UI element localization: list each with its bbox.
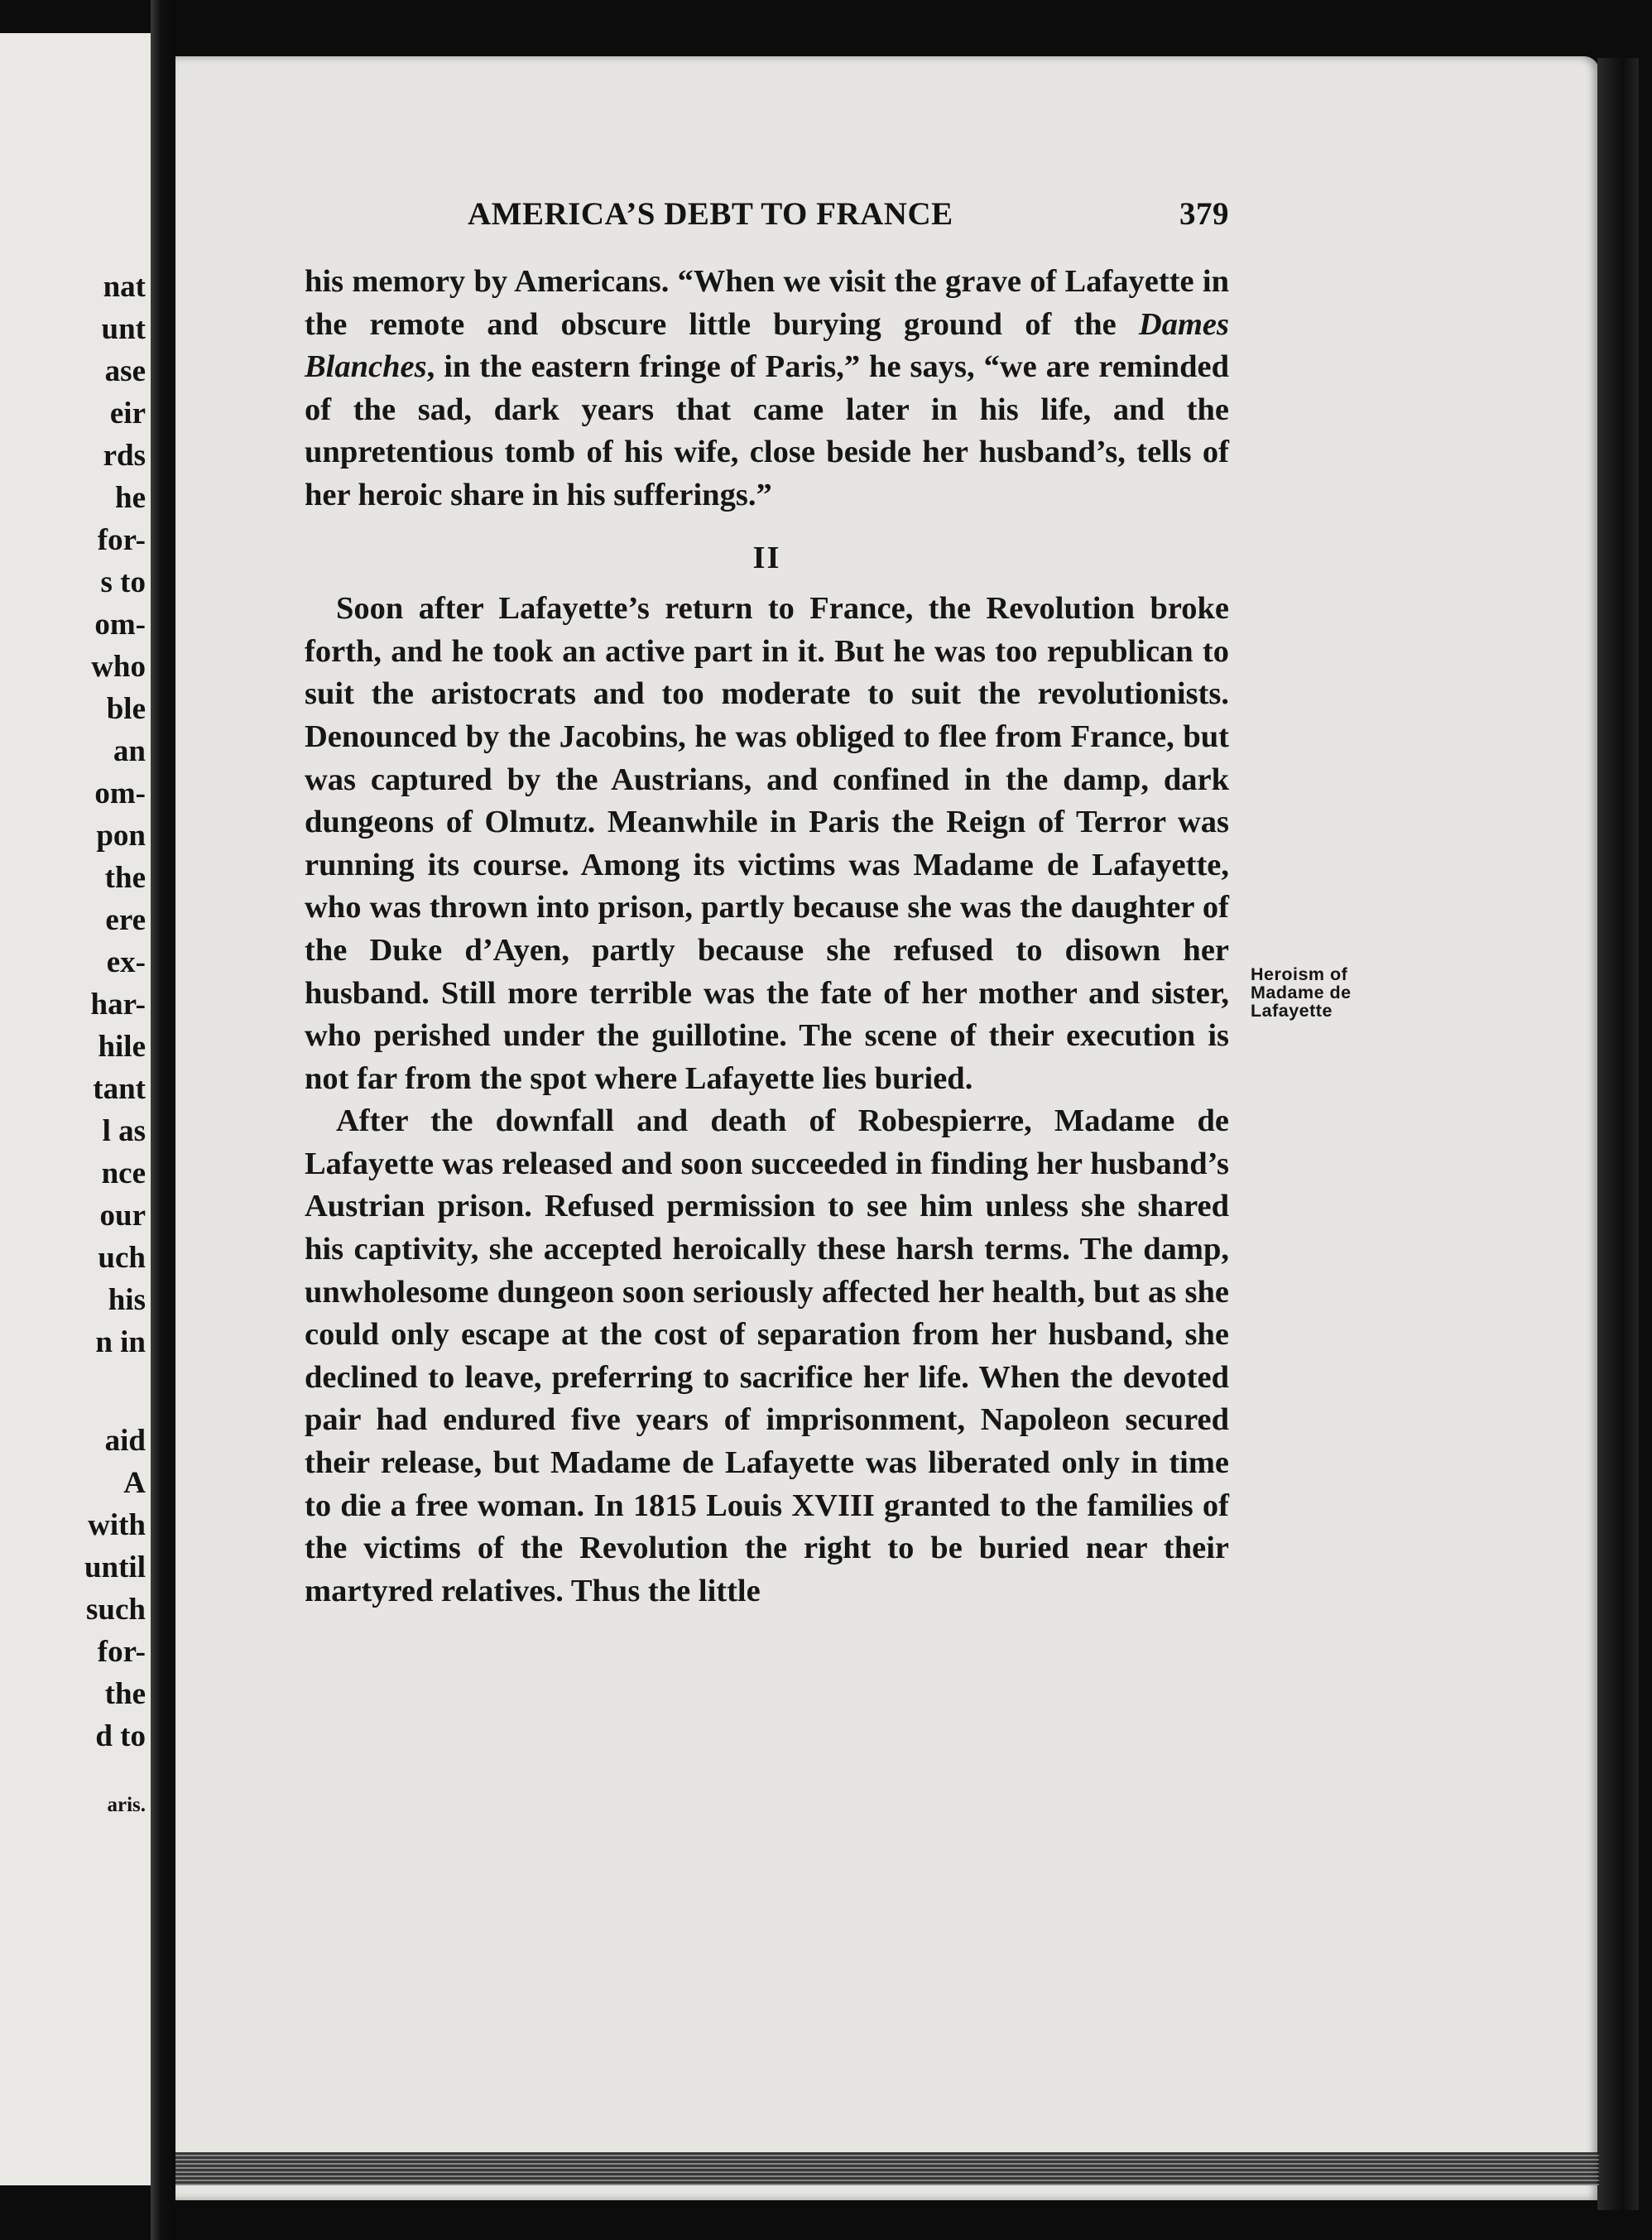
left-fragment: om- [94,776,146,810]
left-fragment: until [84,1550,146,1584]
left-fragment: rds [103,439,146,473]
margin-note-line: Heroism of [1251,964,1348,984]
left-fragment: with [88,1508,146,1542]
margin-note-line: Madame de [1251,983,1352,1002]
left-fragment: unt [101,312,146,346]
left-fragment: ase [104,354,146,388]
left-fragment: uch [98,1241,146,1275]
left-fragment: nce [101,1156,146,1190]
left-fragment: for- [97,1635,146,1669]
left-fragment: har- [90,988,146,1021]
left-fragment: aid [104,1424,146,1458]
italic-term: Dames Blanches [305,306,1229,385]
left-fragment: om- [94,608,146,642]
left-fragment: the [104,861,146,895]
left-fragment: d to [95,1719,146,1753]
left-fragment: tant [93,1072,146,1106]
left-fragment: n in [95,1325,146,1359]
left-fragment: eir [109,397,146,430]
page-stack-edge [175,2152,1599,2185]
left-fragment: A [123,1466,146,1500]
left-fragment: the [104,1677,146,1711]
margin-note [1251,965,1383,1020]
page-number: 379 [1179,196,1229,232]
left-fragment: aris. [107,1794,146,1816]
left-fragment: our [99,1199,146,1233]
paragraph-text: , in the eastern fringe of Paris,” he says, “we are reminded of the sad, dark years that came later in his life, and the unpretentious tomb of his wife, close beside her husband’s, tells of her heroic share in his sufferings.” [305,349,1229,512]
left-fragment: who [91,650,146,684]
left-fragment: s to [100,565,146,599]
paragraph-text: his memory by Americans. “When we visit the grave of Lafayette in the remote and obscure little burying ground of the [305,264,1229,342]
left-fragment: he [115,481,146,515]
paragraph [305,261,1229,517]
margin-note-line: Lafayette [1251,1001,1333,1021]
left-fragment: for- [97,523,146,557]
left-fragment: ere [105,903,146,937]
left-fragment: hile [98,1030,146,1064]
book-gutter [151,0,175,2240]
page-edge [1597,58,1639,2210]
left-fragment: ble [106,692,146,726]
left-fragment: nat [103,270,146,304]
section-heading: II [752,540,781,575]
left-fragment: such [86,1593,146,1627]
previous-page-fragment [0,33,151,2185]
left-fragment: pon [96,819,146,853]
left-fragment: l as [102,1114,146,1148]
paragraph: After the downfall and death of Robespierre, Madame de Lafayette was released and soon succeeded in finding her husband’s Austrian prison. Refused permission to see him unless she shared his captivity, she accepted heroically these harsh terms. The damp, unwholesome dungeon soon seriously affected her health, but as she could only escape at the cost of separation from her husband, she declined to leave, preferring to sacrifice her life. When the devoted pair had endured five years of imprisonment, Napoleon secured their release, but Madame de Lafayette was liberated only in time to die a free woman. In 1815 Louis XVIII granted to the families of the victims of the Revolution the right to be buried near their martyred relatives. Thus the little [305,1103,1229,1608]
left-fragment: his [108,1283,146,1317]
running-head [468,195,1229,237]
body-text [305,261,1229,1613]
left-fragment: ex- [106,945,146,979]
running-head-title: AMERICA’S DEBT TO FRANCE [468,196,953,232]
paragraph: Soon after Lafayette’s return to France, the Revolution broke forth, and he took an active part in it. But he was too republican to suit the aristocrats and too moderate to suit the revolutionists. Denounced by the Jacobins, he was obliged to flee from France, but was captured by the Austrians, and confined in the damp, dark dungeons of Olmutz. Meanwhile in Paris the Reign of Terror was running its course. Among its victims was Madame de Lafayette, who was thrown into prison, partly because she was the daughter of the Duke d’Ayen, partly because she refused to disown her husband. Still more terrible was the fate of her mother and sister, who perished under the guillotine. The scene of their execution is not far from the spot where Lafayette lies buried. [305,591,1229,1096]
left-fragment: an [113,734,146,768]
